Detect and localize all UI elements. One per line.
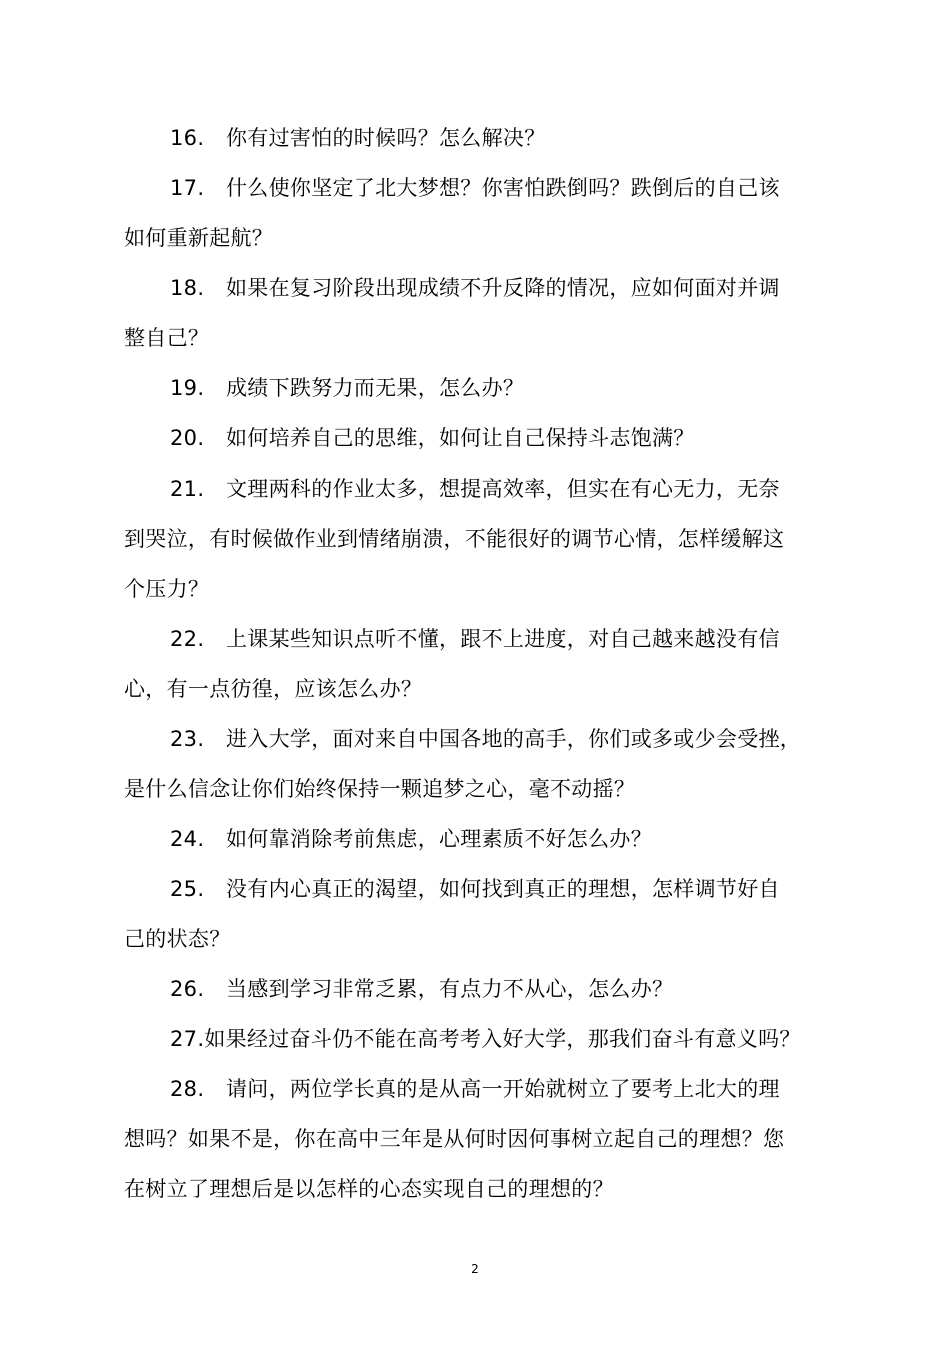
question-text: 进入大学，面对来自中国各地的高手，你们或多或少会受挫， (226, 727, 802, 751)
question-19-line-1 (170, 375, 524, 401)
question-number: 26. (170, 977, 205, 1001)
question-24-line-1 (170, 826, 652, 852)
question-20-line-1 (170, 425, 695, 451)
question-23-line-1 (170, 726, 801, 752)
question-28-line-1 (170, 1076, 780, 1102)
question-number: 21. (170, 477, 205, 501)
question-number: 25. (170, 877, 205, 901)
question-number: 22. (170, 627, 205, 651)
question-text: 如果在复习阶段出现成绩不升反降的情况，应如何面对并调 (226, 276, 780, 300)
question-number: 16. (170, 126, 205, 150)
question-number: 27. (170, 1027, 205, 1051)
question-27-line-1 (170, 1026, 801, 1052)
question-text: 如果经过奋斗仍不能在高考考入好大学，那我们奋斗有意义吗？ (204, 1027, 801, 1051)
question-18-line-1 (170, 275, 780, 301)
question-16-line-1 (170, 125, 546, 151)
question-22-line-1 (170, 626, 780, 652)
question-text: 上课某些知识点听不懂，跟不上进度，对自己越来越没有信 (226, 627, 780, 651)
question-number: 18. (170, 276, 205, 300)
question-28-line-3: 在树立了理想后是以怎样的心态实现自己的理想的？ (124, 1177, 614, 1201)
question-text: 什么使你坚定了北大梦想？你害怕跌倒吗？跌倒后的自己该 (226, 176, 780, 200)
question-28-line-2: 想吗？如果不是，你在高中三年是从何时因何事树立起自己的理想？您 (124, 1127, 785, 1151)
page-number: 2 (471, 1262, 479, 1276)
question-number: 17. (170, 176, 205, 200)
question-text: 如何培养自己的思维，如何让自己保持斗志饱满？ (226, 426, 695, 450)
question-text: 文理两科的作业太多，想提高效率，但实在有心无力，无奈 (226, 477, 780, 501)
question-text: 没有内心真正的渴望，如何找到真正的理想，怎样调节好自 (226, 877, 780, 901)
question-22-line-2: 心，有一点彷徨，应该怎么办？ (124, 677, 423, 701)
question-18-line-2: 整自己？ (124, 326, 210, 350)
question-text: 当感到学习非常乏累，有点力不从心，怎么办？ (226, 977, 674, 1001)
question-21-line-2: 到哭泣，有时候做作业到情绪崩溃，不能很好的调节心情，怎样缓解这 (124, 527, 785, 551)
question-text: 成绩下跌努力而无果，怎么办？ (226, 376, 525, 400)
question-text: 你有过害怕的时候吗？怎么解决？ (226, 126, 546, 150)
question-text: 如何靠消除考前焦虑，心理素质不好怎么办？ (226, 827, 652, 851)
question-17-line-1 (170, 175, 780, 201)
question-number: 28. (170, 1077, 205, 1101)
question-23-line-2: 是什么信念让你们始终保持一颗追梦之心，毫不动摇？ (124, 777, 636, 801)
question-17-line-2: 如何重新起航？ (124, 226, 274, 250)
question-number: 19. (170, 376, 205, 400)
question-number: 23. (170, 727, 205, 751)
question-21-line-3: 个压力？ (124, 577, 210, 601)
question-25-line-1 (170, 876, 780, 902)
question-26-line-1 (170, 976, 673, 1002)
question-25-line-2: 己的状态？ (124, 927, 231, 951)
question-21-line-1 (170, 476, 780, 502)
question-text: 请问，两位学长真的是从高一开始就树立了要考上北大的理 (226, 1077, 780, 1101)
question-number: 20. (170, 426, 205, 450)
question-number: 24. (170, 827, 205, 851)
